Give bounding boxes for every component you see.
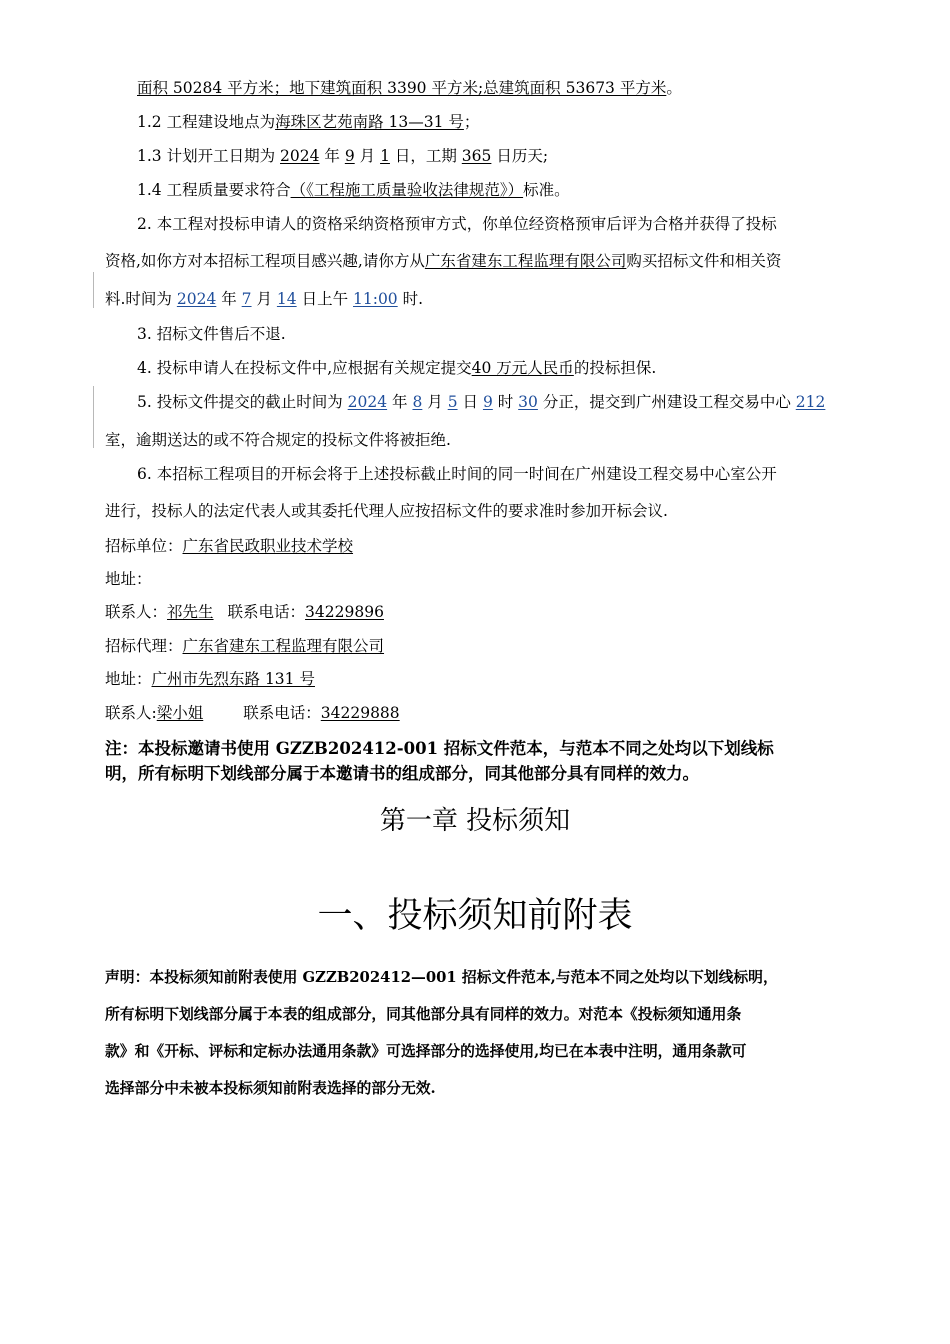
agent-label: 招标代理：	[105, 637, 183, 655]
location-label: 1.2 工程建设地点为	[137, 113, 276, 131]
agent-address-line	[105, 667, 315, 689]
note-text-2: 明，所有标明下划线部分属于本邀请书的组成部分，同其他部分具有同样的效力。	[105, 764, 699, 783]
phone-label: 联系电话：	[227, 603, 306, 621]
quality-end: 标准。	[523, 181, 570, 199]
chapter-title-text: 第一章 投标须知	[379, 806, 571, 836]
location-end: ；	[463, 113, 480, 131]
agent-address-label: 地址：	[105, 670, 152, 688]
paragraph-2-line-1	[137, 212, 777, 234]
start-day: 1	[380, 147, 390, 165]
purchase-time: 11:00	[353, 290, 398, 308]
paragraph-2-line-2	[105, 249, 781, 271]
paragraph-6-line-1	[137, 462, 777, 484]
purchase-agent: 广东省建东工程监理有限公司	[424, 252, 627, 270]
change-bar	[93, 386, 94, 448]
location-value: 海珠区艺苑南路 13—31 号	[275, 113, 464, 131]
owner-contact-line	[105, 600, 384, 622]
submission-place: 分正，提交到广州建设工程交易中心	[537, 393, 796, 411]
statement-line-3	[105, 1040, 746, 1061]
agent-line	[105, 634, 384, 656]
area-text-end: 。	[666, 79, 682, 97]
statement-text-4: 选择部分中未被本投标须知前附表选择的部分无效.	[105, 1080, 436, 1097]
deadline-minute: 30	[518, 393, 538, 411]
phone-number: 34229896	[305, 603, 384, 621]
statement-line-1	[105, 966, 778, 987]
agent-address: 广州市先烈东路 131 号	[151, 670, 315, 688]
paragraph-1-3	[137, 144, 548, 166]
paragraph-1-2	[137, 110, 479, 132]
opening-text: 6. 本招标工程项目的开标会将于上述投标截止时间的同一时间在广州建设工程交易中心室公开	[137, 465, 777, 483]
paragraph-5-line-1	[137, 390, 825, 412]
room-number: 212	[795, 393, 826, 411]
purchase-day: 14	[276, 290, 297, 308]
month-unit: 月	[251, 290, 277, 308]
hour-unit: 时	[492, 393, 519, 411]
agent-name: 广东省建东工程监理有限公司	[182, 637, 385, 655]
owner-name: 广东省民政职业技术学校	[182, 537, 354, 555]
guarantee-label: 4. 投标申请人在投标文件中,应根据有关规定提交	[137, 359, 472, 377]
statement-line-4	[105, 1077, 436, 1098]
contact-person: 祁先生	[167, 603, 214, 621]
agent-contact-line	[105, 701, 400, 723]
section-title	[0, 888, 950, 938]
year-unit: 年	[387, 393, 413, 411]
owner-address-line	[105, 567, 152, 589]
no-refund-text: 3. 招标文件售后不退.	[137, 325, 286, 343]
purchase-month: 7	[241, 290, 252, 308]
change-bar	[93, 272, 94, 308]
statement-text-2: 所有标明下划线部分属于本表的组成部分，同其他部分具有同样的效力。对范本《投标须知通用条	[105, 1006, 742, 1023]
deadline-day: 5	[447, 393, 458, 411]
day-unit: 日	[457, 393, 483, 411]
note-line-1	[105, 735, 774, 759]
guarantee-amount: 40 万元人民币	[471, 359, 574, 377]
statement-text-3: 款》和《开标、评标和定标办法通用条款》可选择部分的选择使用,均已在本表中注明，通用条款可	[105, 1043, 747, 1060]
time-unit: 时.	[397, 290, 424, 308]
paragraph-area	[137, 76, 682, 98]
duration-label: 日，工期	[389, 147, 462, 165]
paragraph-6-line-2	[105, 499, 668, 521]
duration-days: 365	[461, 147, 492, 165]
purchase-text-end: 购买招标文件和相关资	[626, 252, 782, 270]
guarantee-end: 的投标担保.	[573, 359, 657, 377]
start-month: 9	[344, 147, 355, 165]
chapter-title	[0, 800, 950, 837]
quality-standard: （《工程施工质量验收法律规范》）	[290, 181, 524, 199]
deadline-hour: 9	[482, 393, 493, 411]
owner-label: 招标单位：	[105, 537, 183, 555]
start-date-label: 1.3 计划开工日期为	[137, 147, 281, 165]
purchase-text: 资格,如你方对本招标工程项目感兴趣,请你方从	[105, 252, 425, 270]
duration-unit: 日历天;	[491, 147, 549, 165]
opening-text-2: 进行，投标人的法定代表人或其委托代理人应按招标文件的要求准时参加开标会议.	[105, 502, 668, 520]
year-unit: 年	[319, 147, 345, 165]
area-text: 面积 50284 平方米；地下建筑面积 3390 平方米;总建筑面积 53673 平方米	[137, 79, 667, 97]
month-unit: 月	[354, 147, 381, 165]
day-unit: 日上午	[296, 290, 353, 308]
deadline-month: 8	[412, 393, 423, 411]
contact-person-label: 联系人：	[105, 603, 168, 621]
year-unit: 年	[216, 290, 242, 308]
deadline-label: 5. 投标文件提交的截止时间为	[137, 393, 348, 411]
agent-person-label: 联系人:	[105, 704, 157, 722]
statement-text-1: 声明：本投标须知前附表使用 GZZB202412—001 招标文件范本,与范本不同之处均以下划线标明，	[105, 969, 778, 986]
paragraph-3	[137, 322, 286, 344]
paragraph-4	[137, 356, 656, 378]
section-title-text: 一、投标须知前附表	[317, 896, 633, 936]
start-year: 2024	[280, 147, 320, 165]
owner-line	[105, 534, 353, 556]
qualification-text: 2. 本工程对投标申请人的资格采纳资格预审方式，你单位经资格预审后评为合格并获得了投标	[137, 215, 777, 233]
agent-person: 梁小姐	[156, 704, 204, 722]
time-label: 料.时间为	[105, 290, 177, 308]
quality-label: 1.4 工程质量要求符合	[137, 181, 291, 199]
purchase-year: 2024	[176, 290, 217, 308]
note-line-2	[105, 760, 699, 784]
deadline-year: 2024	[347, 393, 388, 411]
paragraph-1-4	[137, 178, 570, 200]
agent-phone-label: 联系电话：	[243, 704, 321, 722]
month-unit: 月	[422, 393, 448, 411]
paragraph-2-line-3	[105, 287, 423, 309]
late-rejection-text: 室，逾期送达的或不符合规定的投标文件将被拒绝.	[105, 431, 451, 449]
agent-phone: 34229888	[320, 704, 400, 722]
note-text-1: 注：本投标邀请书使用 GZZB202412-001 招标文件范本，与范本不同之处均以下划线标	[105, 739, 774, 758]
paragraph-5-line-2	[105, 428, 451, 450]
statement-line-2	[105, 1003, 741, 1024]
owner-address-label: 地址：	[105, 570, 152, 588]
